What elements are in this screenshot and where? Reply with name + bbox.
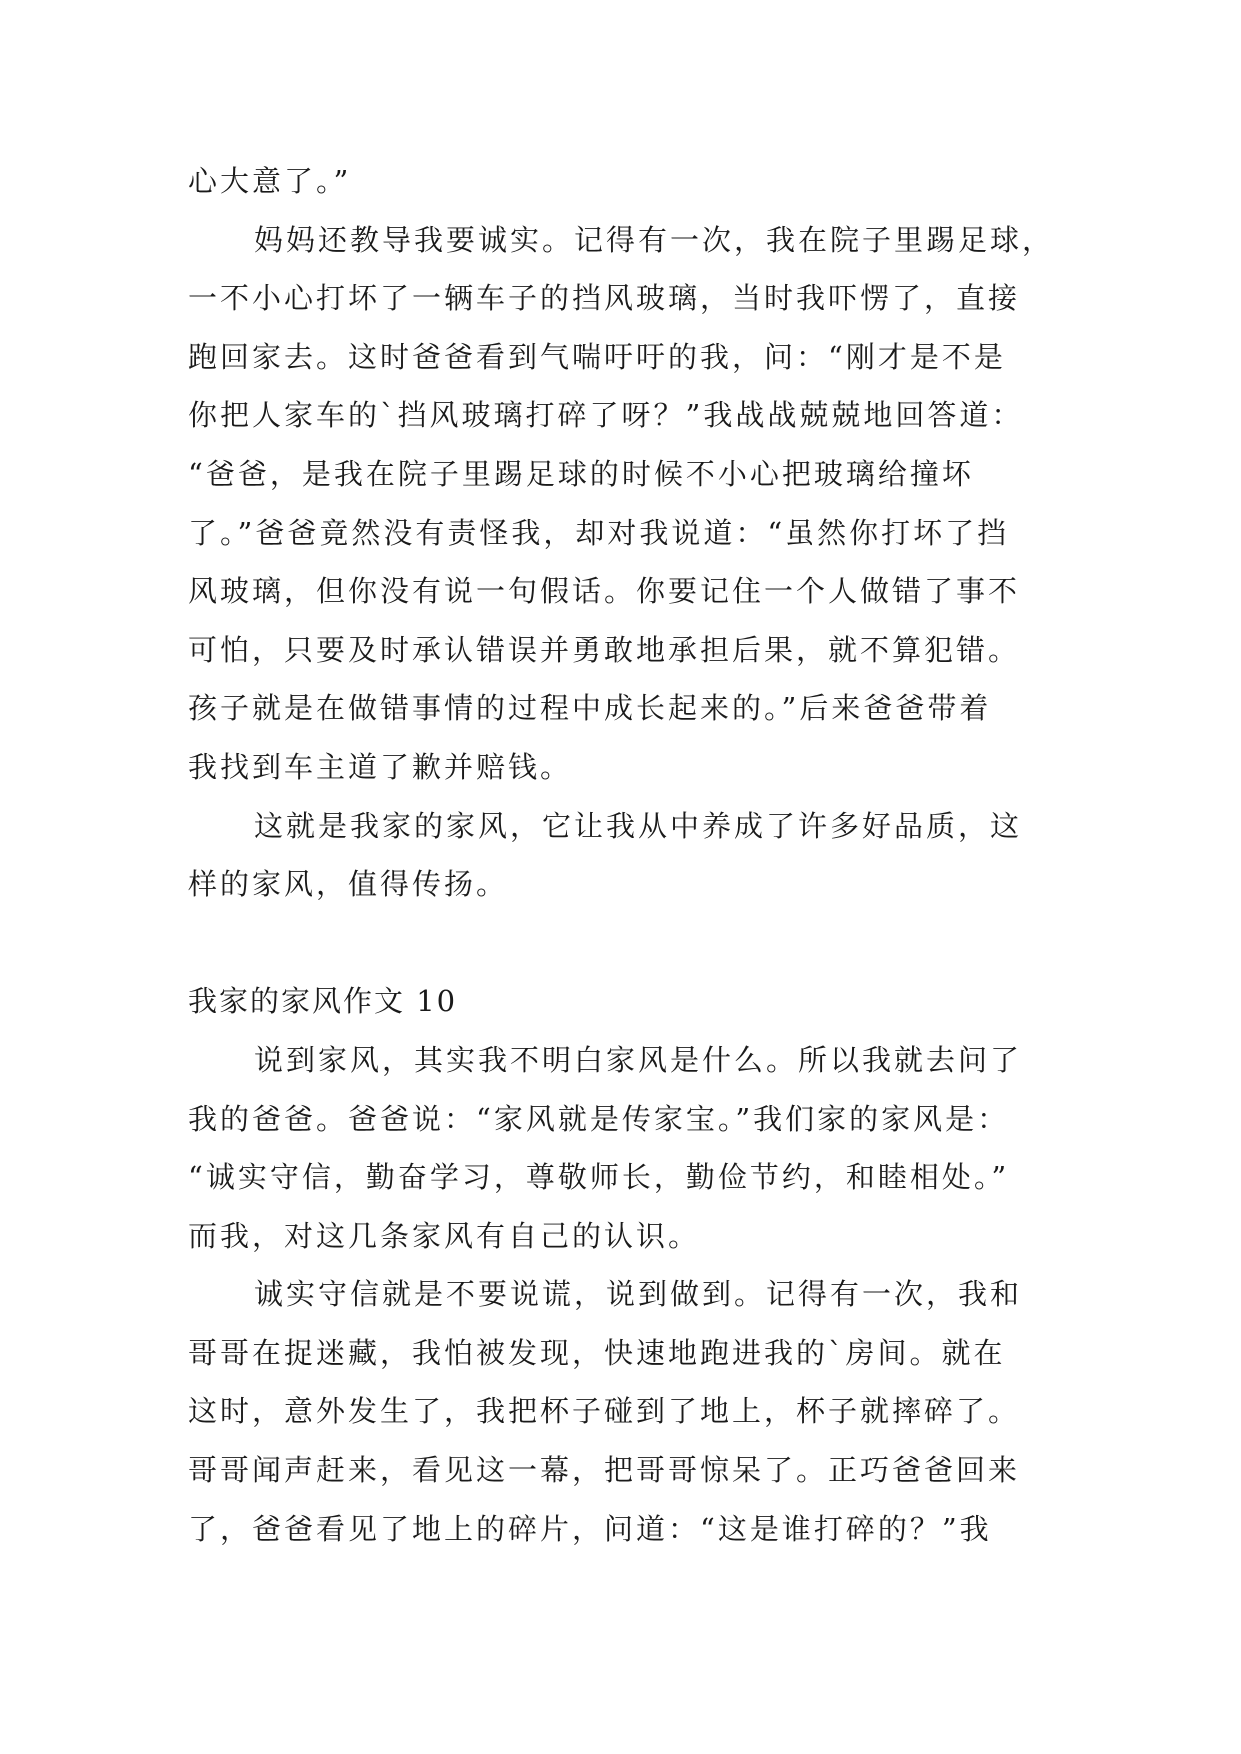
text-line: “爸爸，是我在院子里踢足球的时候不小心把玻璃给撞坏 [188, 456, 974, 491]
text-line: “诚实守信，勤奋学习，尊敬师长，勤俭节约，和睦相处。” [188, 1160, 1010, 1195]
text-line: 这时，意外发生了，我把杯子碰到了地上，杯子就摔碎了。 [188, 1394, 1021, 1429]
section-heading: 我家的家风作文 10 [188, 984, 458, 1019]
text-line: 可怕，只要及时承认错误并勇敢地承担后果，就不算犯错。 [188, 632, 1021, 667]
text-line: 风玻璃，但你没有说一句假话。你要记住一个人做错了事不 [188, 574, 1021, 609]
text-line: 了，爸爸看见了地上的碎片，问道：“这是谁打碎的？”我 [188, 1511, 992, 1546]
section-gap [188, 914, 1068, 973]
paragraph-start-line: 妈妈还教导我要诚实。记得有一次，我在院子里踢足球， [254, 222, 1055, 257]
text-line: 孩子就是在做错事情的过程中成长起来的。”后来爸爸带着 [188, 691, 992, 726]
document-body [188, 152, 1068, 1558]
text-line: 了。”爸爸竟然没有责怪我，却对我说道：“虽然你打坏了挡 [188, 515, 1010, 550]
text-line: 而我，对这几条家风有自己的认识。 [188, 1218, 701, 1253]
text-line: 跑回家去。这时爸爸看到气喘吁吁的我，问：“刚才是不是 [188, 339, 1006, 374]
text-line: 哥哥在捉迷藏，我怕被发现，快速地跑进我的`房间。就在 [188, 1335, 1006, 1370]
paragraph-start-line: 诚实守信就是不要说谎，说到做到。记得有一次，我和 [254, 1277, 1023, 1312]
text-line: 你把人家车的`挡风玻璃打碎了呀？”我战战兢兢地回答道： [188, 398, 1024, 433]
text-line: 我的爸爸。爸爸说：“家风就是传家宝。”我们家的家风是： [188, 1101, 1010, 1136]
text-line: 样的家风，值得传扬。 [188, 867, 509, 902]
text-line: 哥哥闻声赶来，看见这一幕，把哥哥惊呆了。正巧爸爸回来 [188, 1453, 1021, 1488]
paragraph-start-line: 说到家风，其实我不明白家风是什么。所以我就去问了 [254, 1042, 1023, 1077]
text-line: 我找到车主道了歉并赔钱。 [188, 749, 573, 784]
text-line: 一不小心打坏了一辆车子的挡风玻璃，当时我吓愣了，直接 [188, 281, 1021, 316]
paragraph-start-line: 这就是我家的家风，它让我从中养成了许多好品质，这 [254, 808, 1023, 843]
text-line: 心大意了。” [188, 164, 352, 198]
